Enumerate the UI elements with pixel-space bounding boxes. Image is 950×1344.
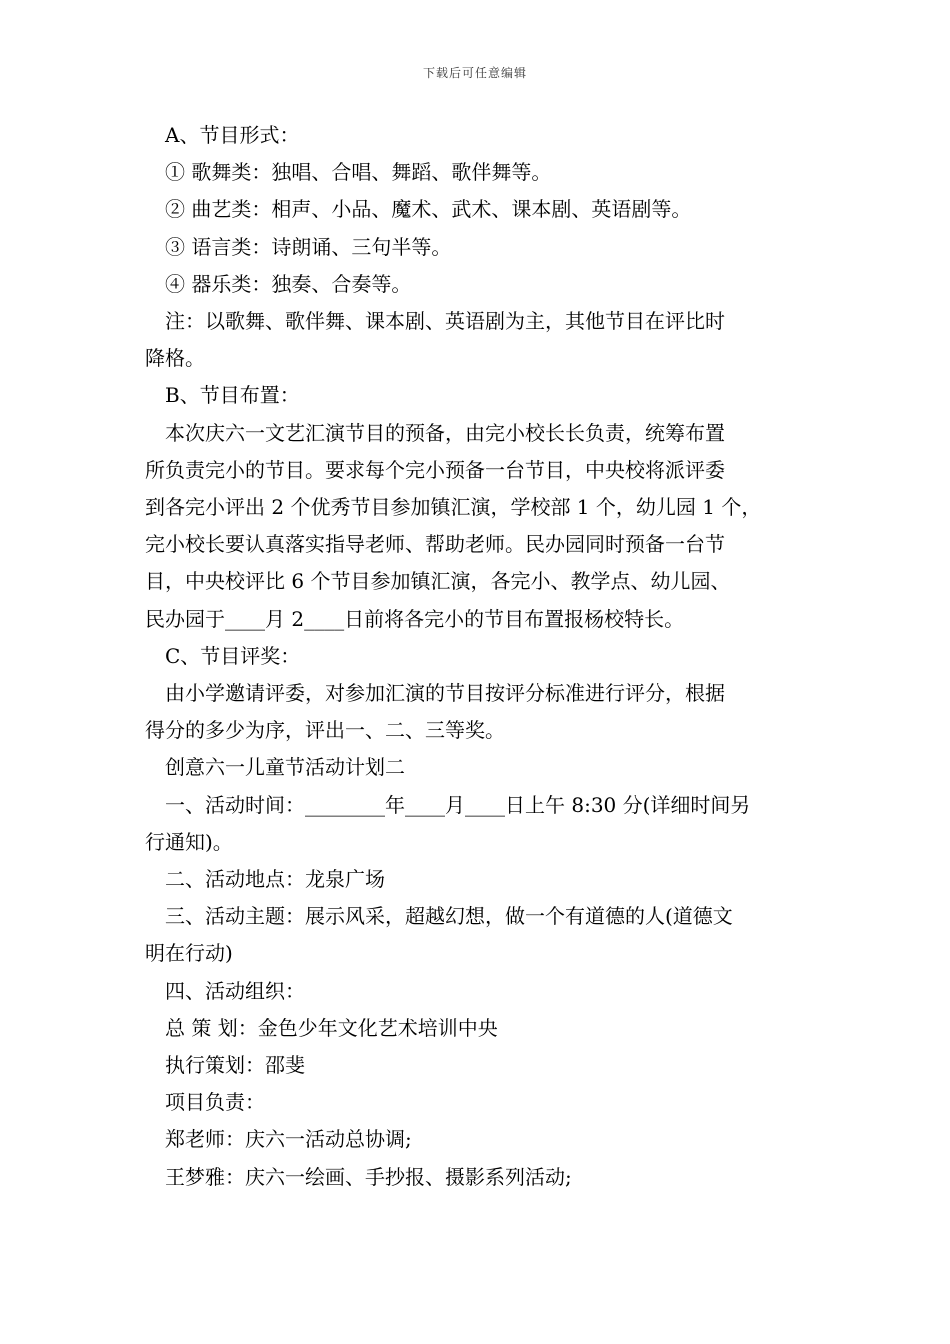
paragraph-line: 项目负责：	[165, 1090, 265, 1115]
paragraph-line: 明在行动)	[145, 941, 233, 966]
paragraph-line: 到各完小评出 2 个优秀节目参加镇汇演，学校部 1 个，幼儿园 1 个，	[145, 495, 762, 520]
paragraph-line: 郑老师：庆六一活动总协调;	[165, 1127, 412, 1152]
paragraph-line: 创意六一儿童节活动计划二	[165, 755, 405, 780]
paragraph-line: B、节目布置：	[165, 383, 300, 408]
paragraph-line: 二、活动地点：龙泉广场	[165, 867, 385, 892]
paragraph-line: 目，中央校评比 6 个节目参加镇汇演，各完小、教学点、幼儿园、	[145, 569, 731, 594]
paragraph-line: 一、活动时间：________年____月____日上午 8:30 分(详细时间另	[165, 792, 751, 817]
paragraph-line: 行通知)。	[145, 829, 233, 854]
paragraph-line: ③ 语言类：诗朗诵、三句半等。	[165, 234, 452, 259]
paragraph-line: 王梦雅：庆六一绘画、手抄报、摄影系列活动;	[165, 1164, 572, 1189]
paragraph-line: A、节目形式：	[165, 123, 300, 147]
paragraph-line: 注：以歌舞、歌伴舞、课本剧、英语剧为主，其他节目在评比时	[165, 309, 725, 334]
paragraph-line: ① 歌舞类：独唱、合唱、舞蹈、歌伴舞等。	[165, 160, 552, 185]
paragraph-line: 由小学邀请评委，对参加汇演的节目按评分标准进行评分，根据	[165, 681, 725, 706]
paragraph-line: 民办园于____月 2____日前将各完小的节目布置报杨校特长。	[145, 606, 685, 631]
paragraph-line: 总 策 划：金色少年文化艺术培训中央	[165, 1015, 498, 1040]
paragraph-line: 三、活动主题：展示风采，超越幻想，做一个有道德的人(道德文	[165, 904, 733, 929]
paragraph-line: ② 曲艺类：相声、小品、魔术、武术、课本剧、英语剧等。	[165, 197, 692, 222]
paragraph-line: 得分的多少为序，评出一、二、三等奖。	[145, 718, 505, 743]
paragraph-line: 本次庆六一文艺汇演节目的预备，由完小校长长负责，统筹布置	[165, 420, 725, 445]
paragraph-line: 执行策划：邵斐	[165, 1053, 305, 1078]
paragraph-line: ④ 器乐类：独奏、合奏等。	[165, 271, 412, 296]
paragraph-line: C、节目评奖：	[165, 643, 301, 668]
paragraph-line: 降格。	[145, 346, 205, 371]
paragraph-line: 所负责完小的节目。要求每个完小预备一台节目，中央校将派评委	[145, 457, 725, 482]
document-body	[145, 117, 825, 1196]
paragraph-line: 四、活动组织：	[165, 978, 305, 1003]
paragraph-line: 完小校长要认真落实指导老师、帮助老师。民办园同时预备一台节	[145, 532, 725, 557]
page-header: 下载后可任意编辑	[422, 66, 527, 80]
